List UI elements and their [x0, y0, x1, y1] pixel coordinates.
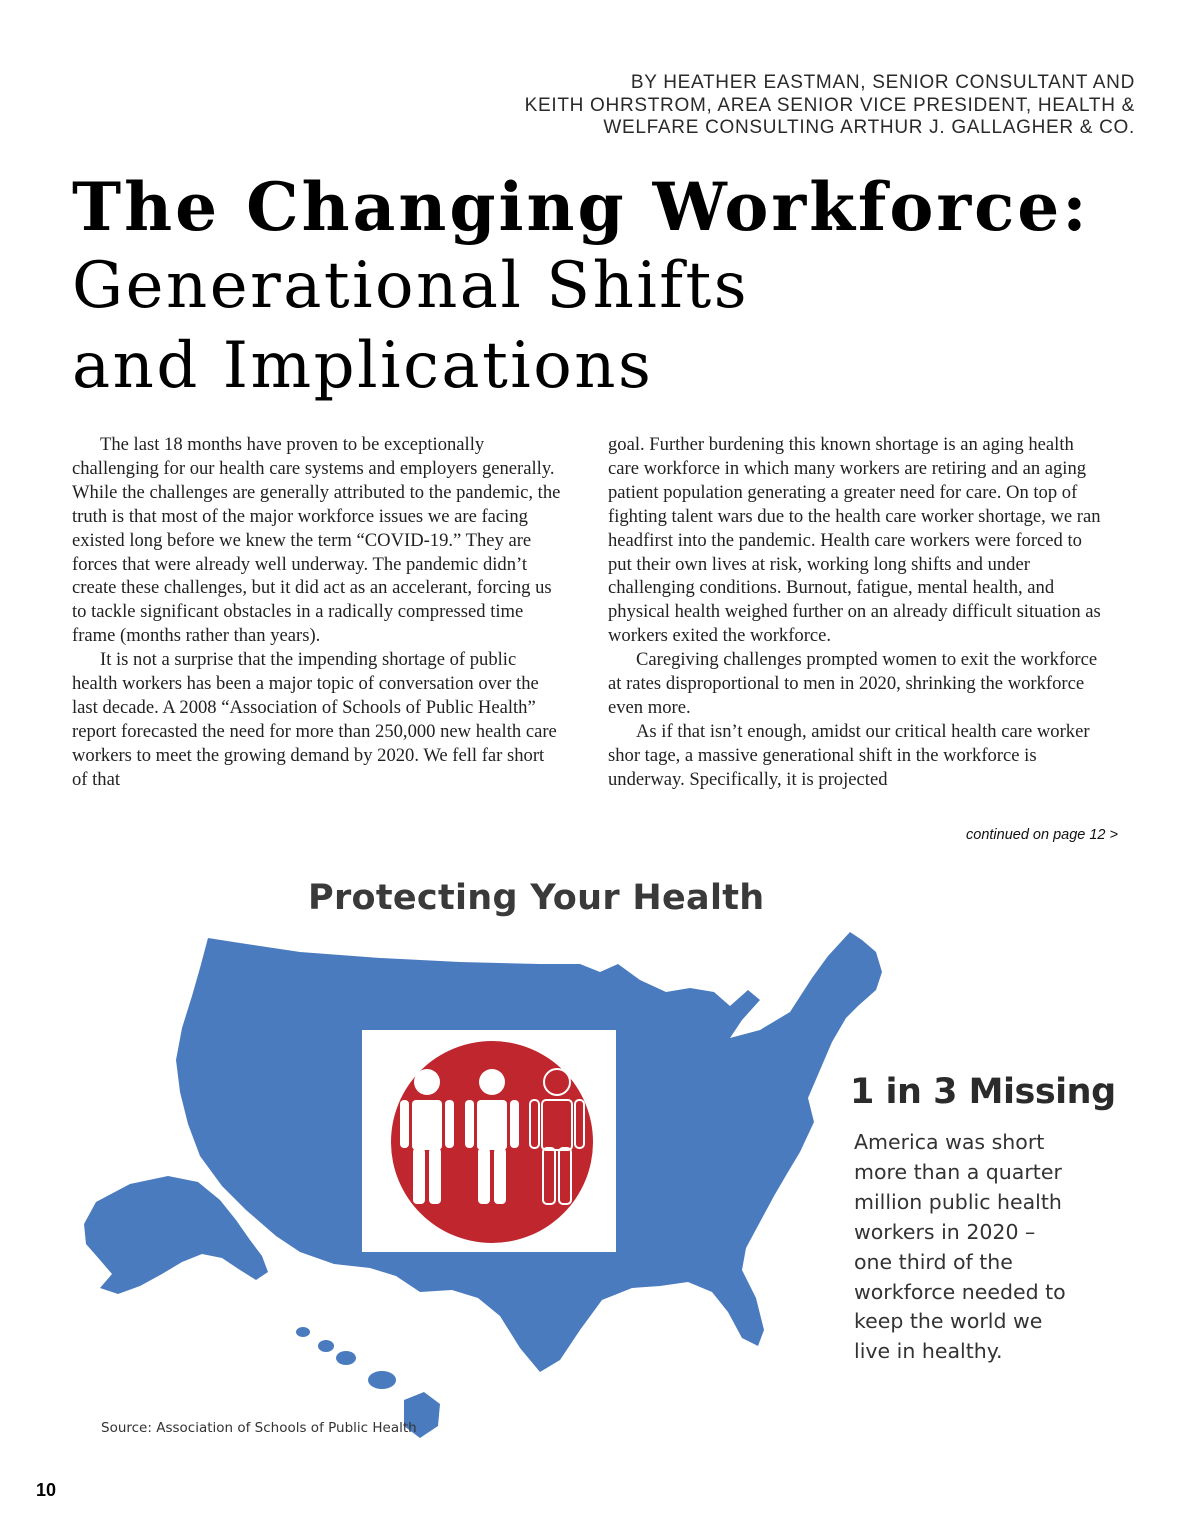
hawaii-island [296, 1327, 310, 1337]
byline-line: WELFARE CONSULTING ARTHUR J. GALLAGHER & CO. [603, 117, 1135, 138]
title-sub-line-1: Generational Shifts [72, 249, 750, 323]
article-column-right [608, 433, 1102, 792]
infographic-title: Protecting Your Health [308, 878, 765, 918]
byline [435, 72, 1135, 140]
byline-line: KEITH OHRSTROM, AREA SENIOR VICE PRESIDENT, HEALTH & [524, 94, 1135, 116]
article-title [72, 168, 1152, 406]
paragraph: Caregiving challenges prompted women to exit the workforce at rates disproportional to men in 2020, shrinking the workforce even more. [608, 649, 1098, 718]
highlight-line: million public health [854, 1189, 1062, 1214]
paragraph: It is not a surprise that the impending shortage of public health workers has been a major topic of conversation over the last decade. A 2008 “Association of Schools of Public Health” report forecasted the need for more than 250,000 new health care workers to meet the growing demand by 2020. We fell far short of that [72, 649, 557, 790]
hawaii-island [318, 1340, 334, 1352]
highlight-line: workers in 2020 – [854, 1219, 1036, 1244]
hawaii-island [368, 1371, 396, 1389]
highlight-line: one third of the [854, 1249, 1013, 1274]
highlight-text [854, 1128, 1114, 1367]
page-number: 10 [36, 1480, 57, 1500]
highlight-title: 1 in 3 Missing [850, 1072, 1116, 1112]
highlight-line: America was short [854, 1130, 1045, 1154]
highlight-line: workforce needed to [854, 1279, 1066, 1304]
paragraph: goal. Further burdening this known shortage is an aging health care workforce in which many workers are retiring and an aging patient population generating a greater need for care. On top of fighting talent wars due to the health care worker shortage, we ran headfirst into the pandemic. Health care workers were forced to put their own lives at risk, working long shifts and under challenging conditions. Burnout, fatigue, mental health, and physical health weighed further on an already difficult situation as workers exited the workforce. [608, 434, 1101, 647]
infographic [0, 860, 1200, 1480]
highlight-line: live in healthy. [854, 1339, 1003, 1364]
byline-line: BY HEATHER EASTMAN, SENIOR CONSULTANT AND [630, 72, 1135, 93]
hawaii-island [336, 1351, 356, 1365]
highlight-line: more than a quarter [854, 1159, 1062, 1184]
source-credit: Source: Association of Schools of Public Health [101, 1420, 417, 1436]
title-sub-line-2: and Implications [72, 329, 654, 403]
highlight-line: keep the world we [854, 1309, 1043, 1334]
title-main: The Changing Workforce: [72, 168, 1090, 246]
continued-link[interactable]: continued on page 12 > [966, 827, 1118, 843]
paragraph: As if that isn’t enough, amidst our critical health care worker shor tage, a massive generational shift in the workforce is underway. Specifically, it is projected [608, 720, 1090, 790]
article-column-left [72, 433, 562, 792]
paragraph: The last 18 months have proven to be exceptionally challenging for our health care systems and employers generally. While the challenges are generally attributed to the pandemic, the truth is that most of the major workforce issues we are facing existed long before we knew the term “COVID-19.” They are forces that were already well underway. The pandemic didn’t create these challenges, but it did act as an accelerant, forcing us to tackle significant obstacles in a radically compressed time frame (months rather than years). [72, 434, 561, 647]
